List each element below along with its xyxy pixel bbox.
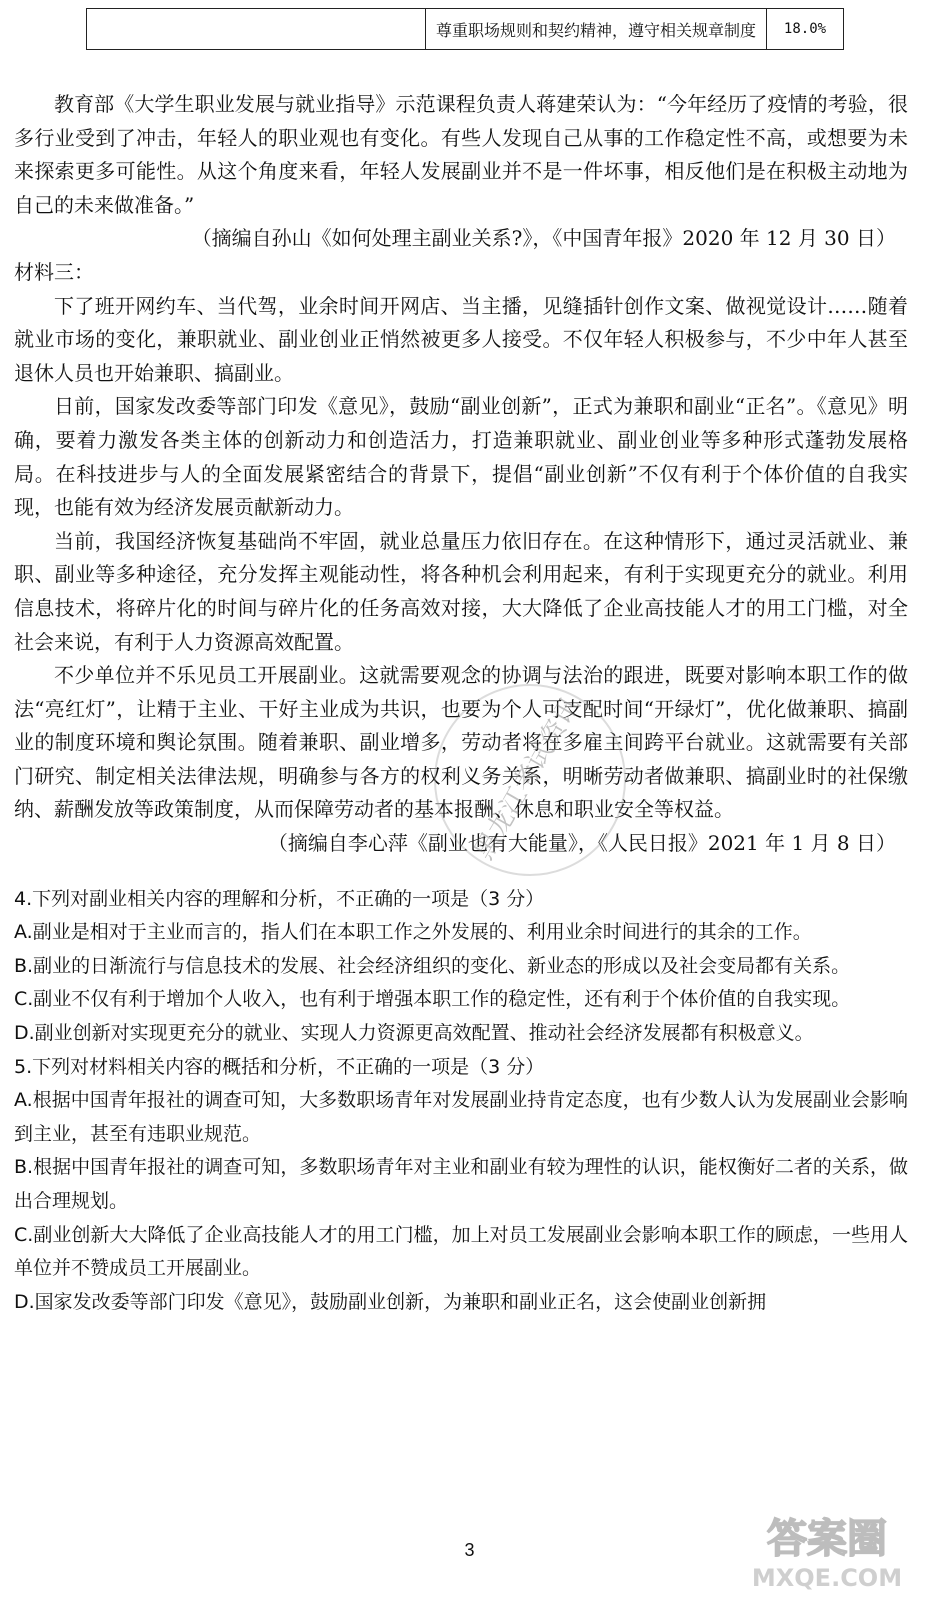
question-stem: 5.下列对材料相关内容的概括和分析，不正确的一项是（3 分） (14, 1055, 545, 1078)
material-heading: 材料三： (14, 259, 94, 284)
answer-option: D.副业创新对实现更充分的就业、实现人力资源更高效配置、推动社会经济发展都有积极意义。 (14, 1022, 814, 1045)
answer-option: B.根据中国青年报社的调查可知，多数职场青年对主业和副业有较为理性的认识，能权衡好二者的关系，做出合理规划。 (14, 1156, 908, 1212)
logo-main-text: 答案圈 (767, 1516, 887, 1562)
watermark-text: 黑龙江考试资讯 (468, 692, 586, 865)
body-paragraph: 日前，国家发改委等部门印发《意见》，鼓励“副业创新”，正式为兼职和副业“正名”。《意见》明确，要着力激发各类主体的创新动力和创造活力，打造兼职就业、副业创业等多种形式蓬勃发展格局。在科技进步与人的全面发展紧密结合的背景下，提倡“副业创新”不仅有利于个体价值的自我实现，也能有效为经济发展贡献新动力。 (14, 394, 908, 520)
answer-option: C.副业不仅有利于增加个人收入，也有利于增强本职工作的稳定性，还有利于个体价值的自我实现。 (14, 988, 851, 1011)
body-paragraph: 不少单位并不乐见员工开展副业。这就需要观念的协调与法治的跟进，既要对影响本职工作的做法“亮红灯”，让精于主业、干好主业成为共识，也要为个人可支配时间“开绿灯”，优化做兼职、搞副业的制度环境和舆论氛围。随着兼职、副业增多，劳动者将在多雇主间跨平台就业。这就需要有关部门研究、制定相关法律法规，明确参与各方的权利义务关系，明晰劳动者做兼职、搞副业时的社保缴纳、薪酬发放等政策制度，从而保障劳动者的基本报酬、休息和职业安全等权益。 (14, 663, 908, 822)
answer-option: B.副业的日渐流行与信息技术的发展、社会经济组织的变化、新业态的形成以及社会变局都有关系。 (14, 954, 851, 977)
table-cell-text: 尊重职场规则和契约精神，遵守相关规章制度 (426, 9, 767, 49)
table-cell-value: 18.0% (783, 21, 827, 37)
logo-url-text: MXQE.COM (751, 1564, 903, 1592)
quote-paragraph: 教育部《大学生职业发展与就业指导》示范课程负责人蒋建荣认为：“今年经历了疫情的考验，很多行业受到了冲击，年轻人的职业观也有变化。有些人发现自己从事的工作稳定性不高，或想要为未来探索更多可能性。从这个角度来看，年轻人发展副业并不是一件坏事，相反他们是在积极主动地为自己的未来做准备。” (14, 92, 908, 217)
body-paragraph: 当前，我国经济恢复基础尚不牢固，就业总量压力依旧存在。在这种情形下，通过灵活就业、兼职、副业等多种途径，充分发挥主观能动性，将各种机会利用起来，有利于实现更充分的就业。利用信息技术，将碎片化的时间与碎片化的任务高效对接，大大降低了企业高技能人才的用工门槛，对全社会来说，有利于人力资源高效配置。 (14, 528, 908, 654)
page-number: 3 (464, 1540, 475, 1560)
survey-table-row (86, 8, 844, 50)
document-body (14, 88, 908, 1319)
question-stem: 4.下列对副业相关内容的理解和分析，不正确的一项是（3 分） (14, 887, 545, 910)
source-citation: （摘编自孙山《如何处理主副业关系?》，《中国青年报》2020 年 12 月 30 日） (191, 226, 896, 251)
table-empty-cell (87, 9, 426, 49)
source-citation: （摘编自李心萍《副业也有大能量》，《人民日报》2021 年 1 月 8 日） (267, 831, 896, 856)
answer-option: D.国家发改委等部门印发《意见》，鼓励副业创新，为兼职和副业正名，这会使副业创新拥 (14, 1290, 767, 1313)
answer-option: C.副业创新大大降低了企业高技能人才的用工门槛，加上对员工发展副业会影响本职工作的顾虑，一些用人单位并不赞成员工开展副业。 (14, 1223, 908, 1280)
body-paragraph: 下了班开网约车、当代驾，业余时间开网店、当主播，见缝插针创作文案、做视觉设计……随着就业市场的变化，兼职就业、副业创业正悄然被更多人接受。不仅年轻人积极参与，不少中年人甚至退休人员也开始兼职、搞副业。 (14, 293, 908, 385)
answer-option: A.副业是相对于主业而言的，指人们在本职工作之外发展的、利用业余时间进行的其余的工作。 (14, 921, 812, 944)
answer-option: A.根据中国青年报社的调查可知，大多数职场青年对发展副业持肯定态度，也有少数人认为发展副业会影响到主业，甚至有违职业规范。 (14, 1089, 908, 1145)
